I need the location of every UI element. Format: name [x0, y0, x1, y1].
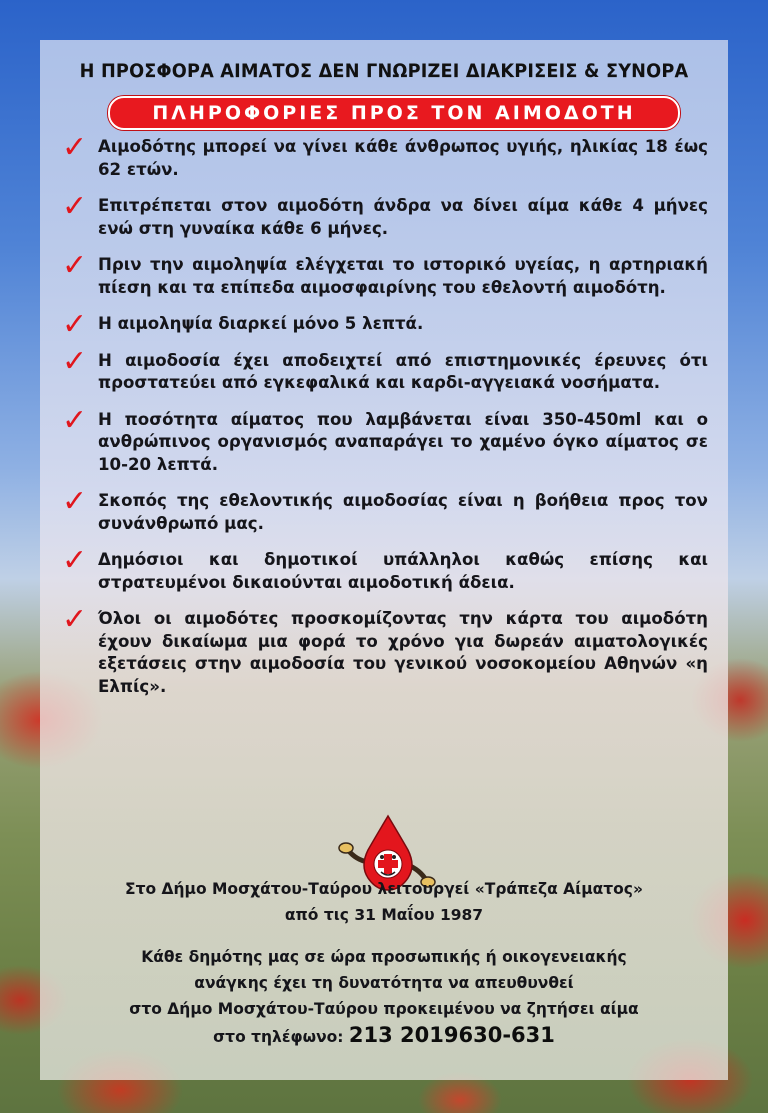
checkmark-icon: ✓ [62, 402, 88, 438]
phone-number[interactable]: 213 2019630-631 [348, 1023, 555, 1047]
list-item [62, 307, 708, 342]
list-item-text: Όλοι οι αιμοδότες προσκομίζοντας την κάρτα του αιμοδότη έχουν δικαίωμα μια φορά το χρόνο για δωρεάν αιματολογικές εξετάσεις στην αιμοδοσία του γενικού νοσοκομείου Αθηνών «η Ελπίς». [98, 609, 708, 696]
list-item [62, 543, 708, 594]
checkmark-icon: ✓ [62, 543, 88, 578]
checkmark-icon: ✓ [62, 189, 88, 224]
list-item [62, 189, 708, 240]
subtitle-banner [108, 96, 680, 130]
list-item-text: Η αιμοδοσία έχει αποδειχτεί από επιστημονικές έρευνες ότι προστατεύει από εγκεφαλικά και καρδι-αγγειακά νοσήματα. [98, 350, 708, 392]
checkmark-icon: ✓ [62, 307, 88, 342]
info-line: Κάθε δημότης μας σε ώρα προσωπικής ή οικογενειακής [141, 948, 627, 966]
phone-label: στο τηλέφωνο: [213, 1028, 349, 1046]
list-item [62, 343, 708, 395]
checkmark-icon: ✓ [62, 484, 88, 519]
list-item-text: Επιτρέπεται στον αιμοδότη άνδρα να δίνει αίμα κάθε 4 μήνες ενώ στη γυναίκα κάθε 6 μήνες. [98, 196, 708, 238]
main-title: Η ΠΡΟΣΦΟΡΑ ΑΙΜΑΤΟΣ ΔΕΝ ΓΝΩΡΙΖΕΙ ΔΙΑΚΡΙΣΕΙΣ & ΣΥΝΟΡΑ [79, 60, 689, 82]
list-item [62, 248, 708, 299]
list-item [62, 402, 708, 477]
list-item-text: Η αιμοληψία διαρκεί μόνο 5 λεπτά. [98, 314, 424, 333]
phone-line [40, 1022, 728, 1050]
info-line: Στο Δήμο Μοσχάτου-Ταύρου λειτουργεί «Τράπεζα Αίματος» [125, 880, 643, 898]
info-list [62, 130, 708, 712]
checkmark-icon: ✓ [62, 130, 88, 165]
list-item-text: Δημόσιοι και δημοτικοί υπάλληλοι καθώς επίσης και στρατευμένοι δικαιούνται αιμοδοτική άδεια. [98, 550, 708, 592]
list-item [62, 484, 708, 535]
contact-info [40, 944, 728, 1050]
info-line: ανάγκης έχει τη δυνατότητα να απευθυνθεί [194, 974, 574, 992]
list-item-text: Η ποσότητα αίματος που λαμβάνεται είναι 350-450ml και ο ανθρώπινος οργανισμός αναπαράγει το χαμένο όγκο αίματος σε 10-20 λεπτά. [98, 409, 708, 474]
checkmark-icon: ✓ [62, 248, 88, 283]
list-item [62, 130, 708, 181]
blood-bank-info [40, 876, 728, 928]
list-item-text: Πριν την αιμοληψία ελέγχεται το ιστορικό υγείας, η αρτηριακή πίεση και τα επίπεδα αιμοσφαιρίνης του εθελοντή αιμοδότη. [98, 255, 708, 297]
checkmark-icon: ✓ [62, 343, 88, 379]
checkmark-icon: ✓ [62, 602, 88, 637]
info-line: από τις 31 Μαΐου 1987 [284, 906, 484, 924]
info-panel [40, 40, 728, 1080]
subtitle-text: ΠΛΗΡΟΦΟΡΙΕΣ ΠΡΟΣ ΤΟΝ ΑΙΜΟΔΟΤΗ [152, 102, 636, 124]
list-item-text: Σκοπός της εθελοντικής αιμοδοσίας είναι η βοήθεια προς τον συνάνθρωπό μας. [98, 491, 708, 533]
list-item-text: Αιμοδότης μπορεί να γίνει κάθε άνθρωπος υγιής, ηλικίας 18 έως 62 ετών. [98, 137, 708, 179]
list-item [62, 602, 708, 698]
info-line: στο Δήμο Μοσχάτου-Ταύρου προκειμένου να ζητήσει αίμα [129, 1000, 639, 1018]
